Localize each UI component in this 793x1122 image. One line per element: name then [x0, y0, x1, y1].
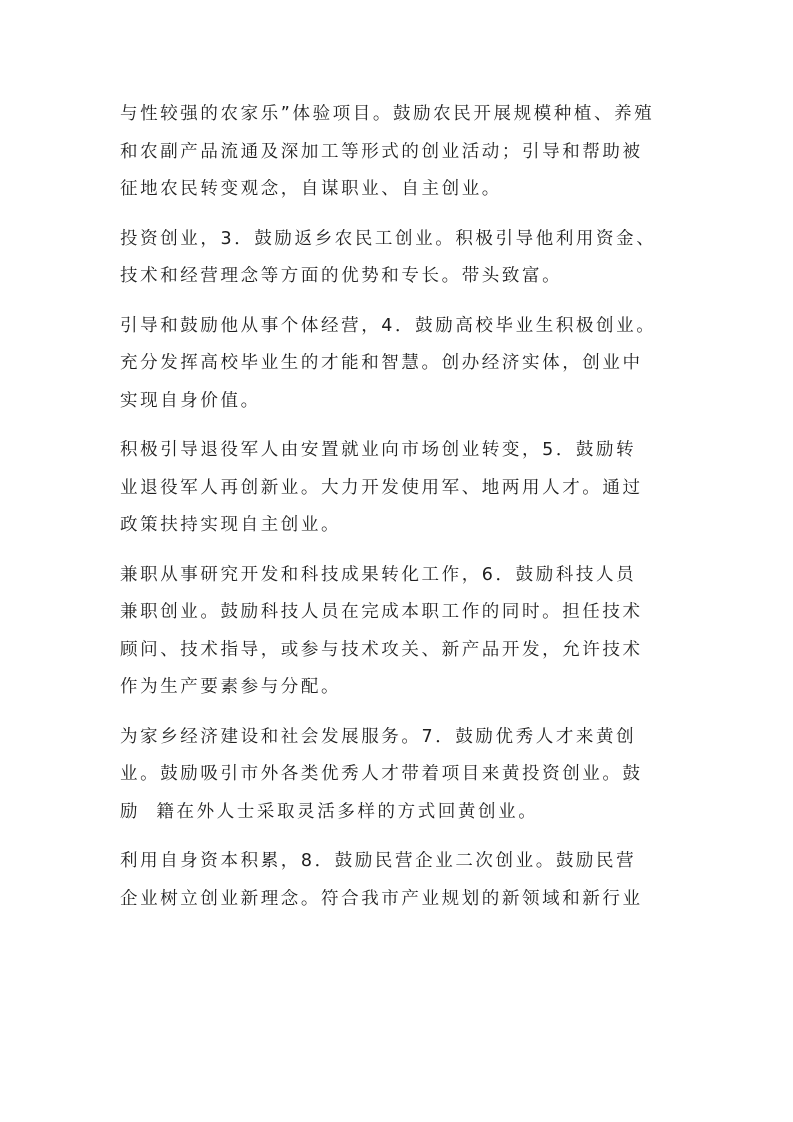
paragraph-5 — [120, 557, 680, 707]
paragraph-line: 励 籍在外人士采取灵活多样的方式回黄创业。 — [120, 801, 539, 822]
paragraph-line: 企业树立创业新理念。符合我市产业规划的新领域和新行业 — [120, 888, 643, 909]
paragraph-line: 征地农民转变观念，自谋职业、自主创业。 — [120, 179, 502, 199]
paragraph-line: 积极引导退役军人由安置就业向市场创业转变，5．鼓励转 — [120, 440, 637, 460]
paragraph-1 — [120, 96, 680, 209]
paragraph-4 — [120, 432, 680, 545]
paragraph-7 — [120, 843, 680, 918]
paragraph-line: 实现自身价值。 — [120, 390, 261, 411]
paragraph-line: 顾问、技术指导，或参与技术攻关、新产品开发，允许技术 — [120, 639, 643, 660]
paragraph-line: 引导和鼓励他从事个体经营，4．鼓励高校毕业生积极创业。 — [120, 315, 657, 336]
paragraph-line: 和农副产品流通及深加工等形式的创业活动；引导和帮助被 — [120, 141, 643, 162]
paragraph-line: 业。鼓励吸引市外各类优秀人才带着项目来黄投资创业。鼓 — [120, 764, 643, 784]
paragraph-line: 充分发挥高校毕业生的才能和智慧。创办经济实体，创业中 — [120, 353, 643, 373]
document-body — [120, 96, 680, 930]
paragraph-line: 作为生产要素参与分配。 — [120, 677, 342, 697]
paragraph-3 — [120, 308, 680, 421]
paragraph-line: 投资创业，3．鼓励返乡农民工创业。积极引导他利用资金、 — [120, 228, 657, 249]
paragraph-line: 与性较强的农家乐”体验项目。鼓励农民开展规模种植、养殖 — [120, 104, 655, 124]
paragraph-line: 政策扶持实现自主创业。 — [120, 515, 342, 535]
paragraph-line: 为家乡经济建设和社会发展服务。7．鼓励优秀人才来黄创 — [120, 726, 637, 747]
paragraph-line: 业退役军人再创新业。大力开发使用军、地两用人才。通过 — [120, 477, 643, 498]
paragraph-line: 兼职从事研究开发和科技成果转化工作，6．鼓励科技人员 — [120, 564, 637, 585]
paragraph-line: 技术和经营理念等方面的优势和专长。带头致富。 — [120, 266, 563, 286]
paragraph-line: 利用自身资本积累，8．鼓励民营企业二次创业。鼓励民营 — [120, 851, 637, 871]
paragraph-line: 兼职创业。鼓励科技人员在完成本职工作的同时。担任技术 — [120, 602, 643, 622]
paragraph-6 — [120, 719, 680, 832]
paragraph-2 — [120, 221, 680, 296]
